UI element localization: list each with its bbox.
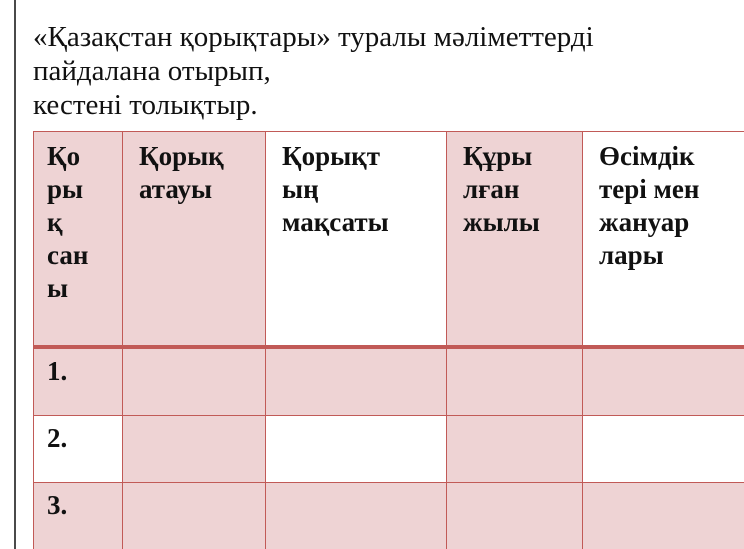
header-line: лған xyxy=(463,174,520,204)
header-line: атауы xyxy=(139,174,213,204)
reserves-table xyxy=(33,131,744,549)
cell-year[interactable] xyxy=(447,416,583,483)
cell-year[interactable] xyxy=(447,347,583,416)
header-line: ры xyxy=(47,174,84,204)
header-line: тері мен xyxy=(599,174,700,204)
header-flora-fauna xyxy=(583,132,744,348)
instruction-text xyxy=(33,20,733,122)
header-number xyxy=(34,132,123,348)
table-header-row xyxy=(34,132,744,348)
header-line: Өсімдік xyxy=(599,141,695,171)
instruction-line: пайдалана отырып, xyxy=(33,55,271,87)
row-number: 1. xyxy=(34,347,123,416)
header-line: ы xyxy=(47,273,69,303)
cell-name[interactable] xyxy=(123,416,266,483)
header-name xyxy=(123,132,266,348)
cell-year[interactable] xyxy=(447,483,583,549)
header-line: Қорық xyxy=(139,141,224,171)
instruction-line: «Қазақстан қорықтары» туралы мәліметтерді xyxy=(33,21,594,53)
cell-name[interactable] xyxy=(123,347,266,416)
header-line: ың xyxy=(282,174,319,204)
header-line: Құры xyxy=(463,141,533,171)
header-year xyxy=(447,132,583,348)
header-line: лары xyxy=(599,240,664,270)
header-line: Қо xyxy=(47,141,81,171)
cell-purpose[interactable] xyxy=(266,483,447,549)
table-row xyxy=(34,483,744,549)
row-number: 3. xyxy=(34,483,123,549)
row-number: 2. xyxy=(34,416,123,483)
cell-purpose[interactable] xyxy=(266,347,447,416)
table-row xyxy=(34,347,744,416)
header-line: мақсаты xyxy=(282,207,389,237)
cell-name[interactable] xyxy=(123,483,266,549)
header-line: сан xyxy=(47,240,89,270)
header-purpose xyxy=(266,132,447,348)
cell-flora-fauna[interactable] xyxy=(583,347,744,416)
header-line: қ xyxy=(47,207,63,237)
instruction-line: кестені толықтыр. xyxy=(33,89,258,121)
cell-flora-fauna[interactable] xyxy=(583,483,744,549)
page-border xyxy=(14,0,16,549)
cell-flora-fauna[interactable] xyxy=(583,416,744,483)
table-row xyxy=(34,416,744,483)
cell-purpose[interactable] xyxy=(266,416,447,483)
header-line: Қорықт xyxy=(282,141,380,171)
header-line: жануар xyxy=(599,207,690,237)
header-line: жылы xyxy=(463,207,540,237)
